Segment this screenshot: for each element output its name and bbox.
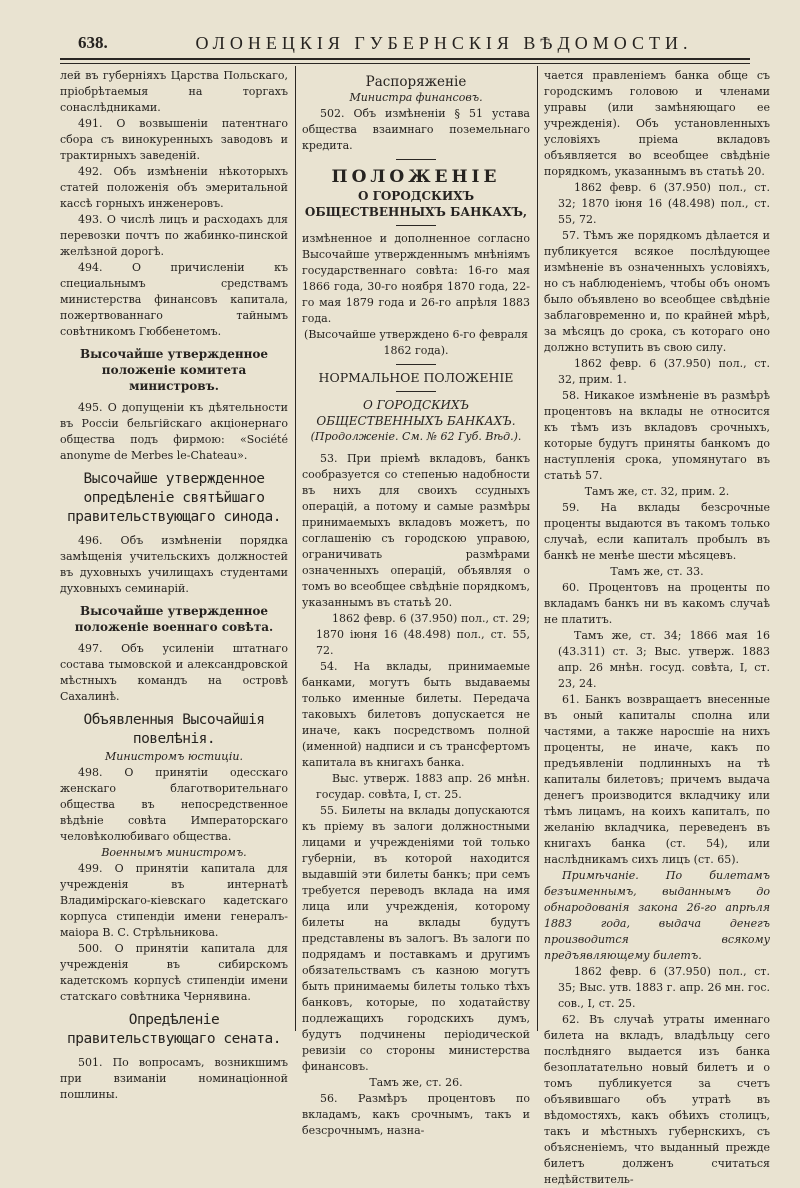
article-55: 55. Билеты на вклады допускаются къ пріему въ залоги должностными лицами и учрежденіями той только губерніи, въ которой находится выдавшій эти билеты банкъ; при семъ требуется переводъ вклада на имя лица или учрежденія, которому билеты на вклады будутъ представлены въ залогъ. Въ залоги по подрядамъ и поставкамъ и другимъ обязательствамъ съ казною могутъ быть принимаемы билеты только тѣхъ банковъ, которые, по ходатайству подлежащихъ городскихъ думъ, будутъ подчинены періодической ревизіи со стороны министерства финансовъ. (302, 804, 530, 1073)
legal-reference: 1862 февр. 6 (37.950) пол., ст. 32; 1870 іюня 16 (48.498) пол., ст. 55, 72. (558, 181, 770, 226)
note: Примѣчаніе. По билетамъ безъименнымъ, выданнымъ до обнародованія закона 26-го апрѣля 1883 года, выдача денегъ производится всякому предъявляющему билетъ. (544, 869, 770, 962)
continuation-note: (Продолженіе. См. № 62 Губ. Вѣд.). (310, 430, 522, 443)
legal-reference: 1862 февр. 6 (37.950) пол., ст. 35; Выс. утв. 1883 г. апр. 26 мн. гос. сов., I, ст. 25. (558, 965, 770, 1010)
article-54: 54. На вклады, принимаемые банками, могутъ быть выдаваемы только именные билеты. Передача таковыхъ билетовъ допускается не иначе, какъ посредствомъ полной (именной) надписи и съ трансфертомъ капитала въ книгахъ банка. (302, 660, 530, 769)
article-59: 59. На вклады безсрочные проценты выдаются въ такомъ только случаѣ, если капиталъ пробылъ въ банкѣ не менѣе шести мѣсяцевъ. (544, 501, 770, 562)
document-title: ПОЛОЖЕНІЕ (331, 167, 501, 187)
separator (396, 225, 436, 226)
legal-reference: Тамъ же, ст. 32, прим. 2. (584, 485, 730, 498)
column-right (544, 68, 770, 1186)
article-61: 61. Банкъ возвращаетъ внесенные въ оный капиталы сполна или частями, а также наросшіе на нихъ проценты, не иначе, какъ по предъявленіи подлинныхъ на тѣ капиталы билетовъ; причемъ выдача денегъ производится вкладчику или тѣмъ лицамъ, на коихъ капиталъ, по желанію вкладчика, переведенъ въ книгахъ банка (ст. 54), или наслѣдникамъ сихъ лицъ (ст. 65). (544, 693, 770, 866)
section-heading: Высочайше утвержденное положеніе военнаго совѣта. (74, 604, 274, 634)
approval-note: (Высочайше утверждено 6-го февраля 1862 года). (304, 328, 528, 357)
item-496: 496. Объ измѣненіи порядка замѣщенія учительскихъ должностей въ духовныхъ училищахъ студентами духовныхъ семинарій. (60, 534, 288, 595)
column-divider (295, 66, 296, 1031)
header-rule (60, 63, 750, 64)
subheading: Военнымъ министромъ. (101, 846, 247, 859)
item-491: 491. О возвышеніи патентнаго сбора съ винокуренныхъ заводовъ и трактирныхъ заведеній. (60, 117, 288, 162)
paragraph: лей въ губерніяхъ Царства Польскаго, пріобрѣтаемыя на торгахъ сонаслѣдниками. (60, 69, 288, 114)
item-494: 494. О причисленіи къ специальнымъ средствамъ министерства финансовъ капитала, пожертвованнаго тайнымъ совѣтникомъ Гюббенетомъ. (60, 261, 288, 338)
legal-reference: 1862 февр. 6 (37.950) пол., ст. 32, прим. 1. (558, 357, 770, 386)
separator (396, 364, 436, 365)
item-492: 492. Объ измѣненіи нѣкоторыхъ статей положенія объ эмеритальной кассѣ горныхъ инженеровъ. (60, 165, 288, 210)
section-heading: Высочайше утвержденное положеніе комитета министровъ. (79, 347, 269, 393)
column-middle (302, 68, 530, 1137)
legal-reference: 1862 февр. 6 (37.950) пол., ст. 29; 1870 іюня 16 (48.498) пол., ст. 55, 72. (316, 612, 530, 657)
item-500: 500. О принятіи капитала для учрежденія въ сибирскомъ кадетскомъ корпусѣ стипендіи имени статскаго совѣтника Чернявина. (60, 942, 288, 1003)
document-subtitle: О ГОРОДСКИХЪ ОБЩЕСТВЕННЫХЪ БАНКАХЪ, (304, 189, 528, 219)
page-number: 638. (78, 33, 108, 52)
legal-reference: Тамъ же, ст. 26. (369, 1076, 463, 1089)
item-495: 495. О допущеніи къ дѣятельности въ Россіи бельгійскаго акціонернаго общества подъ фирмою: «Société anonyme de Merbes le-Chateau». (60, 401, 288, 462)
item-493: 493. О числѣ лицъ и расходахъ для перевозки почтъ по жабинко-пинской желѣзной дорогѣ. (60, 213, 288, 258)
column-divider (537, 66, 538, 1031)
item-497: 497. Объ усиленіи штатнаго состава тымовской и александровской мѣстныхъ командъ на островѣ Сахалинѣ. (60, 642, 288, 703)
section-heading: Высочайше утвержденное опредѣленіе святѣйшаго правительствующаго синода. (67, 471, 281, 525)
section-heading: Распоряженіе (365, 74, 467, 90)
article-62: 62. Въ случаѣ утраты именнаго билета на вкладъ, владѣльцу сего послѣдняго выдается изъ банка безоплатательно новый билетъ и о томъ публикуется за счетъ объявившаго объ утратѣ въ вѣдомостяхъ, какъ обѣихъ столицъ, такъ и мѣстныхъ губернскихъ, съ объясненіемъ, что выданный прежде билетъ долженъ считаться недѣйствитель- (544, 1013, 770, 1186)
article-57: 57. Тѣмъ же порядкомъ дѣлается и публикуется всякое послѣдующее измѣненіе въ означенныхъ условіяхъ, но съ наблюденіемъ, чтобы объ ономъ было объявлено во всеобщее свѣдѣніе заблаговременно и, по крайней мѣрѣ, за мѣсяцъ до срока, съ котораго оно должно вступить въ свою силу. (544, 229, 770, 354)
legal-reference: Тамъ же, ст. 33. (610, 565, 704, 578)
page-header (60, 28, 750, 60)
subheading: О ГОРОДСКИХЪ ОБЩЕСТВЕННЫХЪ БАНКАХЪ. (316, 398, 516, 428)
section-heading: Объявленныя Высочайшія повелѣнія. (83, 712, 265, 747)
article-56: 56. Размѣръ процентовъ по вкладамъ, какъ срочнымъ, такъ и безсрочнымъ, назна- (302, 1092, 530, 1137)
section-heading: НОРМАЛЬНОЕ ПОЛОЖЕНІЕ (318, 370, 514, 385)
newspaper-title: ОЛОНЕЦКІЯ ГУБЕРНСКІЯ ВѢДОМОСТИ. (195, 32, 693, 53)
separator (396, 391, 436, 392)
subheading: Министромъ юстиціи. (104, 750, 243, 763)
legal-reference: Выс. утверж. 1883 апр. 26 мнѣн. государ. совѣта, I, ст. 25. (316, 772, 530, 801)
item-498: 498. О принятіи одесскаго женскаго благотворительнаго общества въ непосредственное вѣдѣніе совѣта Императорскаго человѣколюбиваго общества. (60, 766, 288, 843)
article-58: 58. Никакое измѣненіе въ размѣрѣ процентовъ на вклады не относится къ тѣмъ изъ вкладовъ срочныхъ, которые будутъ приняты банкомъ до наступленія срока, упомянутаго въ статьѣ 57. (544, 389, 770, 482)
paragraph: чается правленіемъ банка обще съ городскимъ головою и членами управы (или замѣняющаго ее учрежденія). Объ установленныхъ условіяхъ пріема вкладовъ объявляется во всеобщее свѣдѣніе порядкомъ, указаннымъ въ статьѣ 20. (544, 69, 770, 178)
legal-reference: Тамъ же, ст. 34; 1866 мая 16 (43.311) ст. 3; Выс. утверж. 1883 апр. 26 мнѣн. госуд. совѣта, I, ст. 23, 24. (558, 629, 770, 690)
separator (396, 159, 436, 160)
article-53: 53. При пріемѣ вкладовъ, банкъ сообразуется со степенью надобности въ нихъ для своихъ ссудныхъ операцій, а потому и самые размѣры принимаемыхъ вкладовъ можетъ, по соглашенію съ городскою управою, ограничивать размѣрами означенныхъ операцій, объявляя о томъ во всеобщее свѣдѣніе порядкомъ, указаннымъ въ статьѣ 20. (302, 452, 530, 609)
column-left (60, 68, 288, 1101)
subheading: Министра финансовъ. (349, 91, 483, 104)
paragraph: измѣненное и дополненное согласно Высочайше утвержденнымъ мнѣніямъ государственнаго совѣта: 16-го мая 1866 года, 30-го ноября 1870 года, 22-го мая 1879 года и 26-го апрѣля 1883 года. (302, 232, 530, 325)
item-502: 502. Объ измѣненіи § 51 устава общества взаимнаго поземельнаго кредита. (302, 107, 530, 152)
section-heading: Опредѣленіе правительствующаго сената. (67, 1012, 281, 1047)
item-499: 499. О принятіи капитала для учрежденія въ интернатѣ Владимірскаго-кіевскаго кадетскаго корпуса стипендіи имени генералъ-маіора В. С. Стрѣльникова. (60, 862, 288, 939)
item-501: 501. По вопросамъ, возникшимъ при взиманіи номинаціонной пошлины. (60, 1056, 288, 1101)
article-60: 60. Процентовъ на проценты по вкладамъ банкъ ни въ какомъ случаѣ не платитъ. (544, 581, 770, 626)
